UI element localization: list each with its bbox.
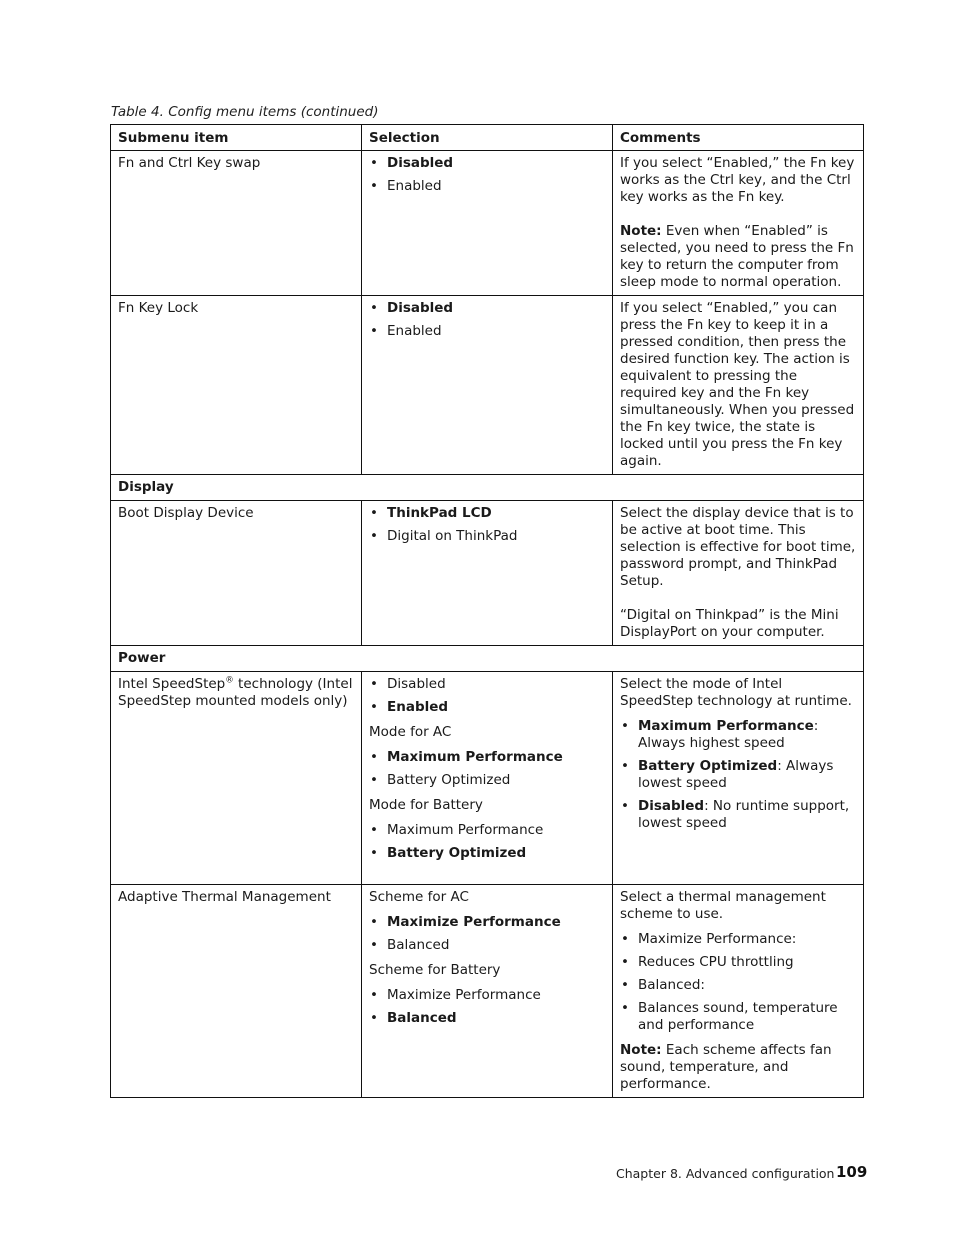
selection-cell [362,501,613,646]
comment-cell [613,296,864,475]
selection-option: • Battery Optimized [369,772,605,789]
comment-bullet [620,718,856,752]
selection-option-default: • Maximize Performance [369,914,605,931]
note-label: Note: [620,223,662,239]
header-comments: Comments [613,125,864,151]
table-header-row [111,125,864,151]
header-submenu: Submenu item [111,125,362,151]
comment-text: If you select “Enabled,” you can press the Fn key to keep it in a pressed condition, then press the desired function key. The action is equivalent to pressing the required key and the Fn key simultaneously. When you pressed the Fn key twice, the state is locked until you press the Fn key again. [620,300,855,469]
scheme-label-ac: Scheme for AC [369,889,469,905]
bullet-text: : Always lowest speed [638,758,834,791]
comment-bullet: • Balances sound, temperature and performance [620,1000,856,1034]
comment-cell [613,885,864,1098]
selection-option: • Disabled [369,676,605,693]
header-selection: Selection [362,125,613,151]
table-row [111,672,864,885]
footer-chapter: Chapter 8. Advanced configuration [616,1166,835,1181]
table-row [111,501,864,646]
section-row [111,475,864,501]
page-number: 109 [836,1163,868,1181]
selection-cell [362,296,613,475]
config-table-wrapper [110,124,863,1098]
selection-option: • Maximize Performance [369,987,605,1004]
note-text: Even when “Enabled” is selected, you need to press the Fn key to return the computer from sleep mode to normal operation. [620,223,854,290]
selection-cell [362,885,613,1098]
bullet-label: Maximum Performance [638,718,814,734]
note [620,223,856,291]
selection-option-default: • Disabled [369,155,605,172]
table-row [111,885,864,1098]
selection-option-default: • Balanced [369,1010,605,1027]
mode-label-ac: Mode for AC [369,724,452,740]
mode-label-battery: Mode for Battery [369,797,483,813]
comment-text: “Digital on Thinkpad” is the Mini DisplayPort on your computer. [620,607,839,640]
note-text: Each scheme affects fan sound, temperature, and performance. [620,1042,832,1092]
selection-option: • Balanced [369,937,605,954]
comment-bullet [620,798,856,832]
comment-text: Select the mode of Intel SpeedStep technology at runtime. [620,676,852,709]
comment-text: Select the display device that is to be active at boot time. This selection is effective for boot time, password prompt, and ThinkPad Setup. [620,505,856,589]
selection-option: • Maximum Performance [369,822,605,839]
note [620,1042,856,1093]
selection-cell [362,672,613,885]
section-title-power: Power [111,646,864,672]
comment-bullet [620,758,856,792]
config-menu-table [110,124,864,1098]
submenu-item: Fn and Ctrl Key swap [111,151,362,296]
bullet-label: Disabled [638,798,705,814]
registered-mark: ® [225,675,234,686]
comment-bullet: • Maximize Performance: [620,931,856,948]
submenu-item: Boot Display Device [111,501,362,646]
submenu-item-text: technology (Intel SpeedStep mounted models only) [118,676,353,709]
selection-option-default: • Enabled [369,699,605,716]
comment-text: Select a thermal management scheme to use. [620,889,826,922]
selection-option-default: • Disabled [369,300,605,317]
selection-option: • Enabled [369,323,605,340]
table-row [111,151,864,296]
scheme-label-battery: Scheme for Battery [369,962,501,978]
selection-option: • Digital on ThinkPad [369,528,605,545]
selection-option-default: • Maximum Performance [369,749,605,766]
selection-option-default: • ThinkPad LCD [369,505,605,522]
section-row [111,646,864,672]
selection-option: • Enabled [369,178,605,195]
bullet-text: : No runtime support, lowest speed [638,798,850,831]
selection-cell [362,151,613,296]
comment-cell [613,672,864,885]
submenu-item [111,672,362,885]
table-row [111,296,864,475]
bullet-text: : Always highest speed [638,718,819,751]
submenu-item: Fn Key Lock [111,296,362,475]
comment-cell [613,151,864,296]
selection-option-default: • Battery Optimized [369,845,605,862]
comment-bullet: • Balanced: [620,977,856,994]
table-caption: Table 4. Config menu items (continued) [111,104,379,120]
comment-cell [613,501,864,646]
comment-text: If you select “Enabled,” the Fn key works as the Ctrl key, and the Ctrl key works as the Fn key. [620,155,855,205]
section-title-display: Display [111,475,864,501]
bullet-label: Battery Optimized [638,758,778,774]
note-label: Note: [620,1042,662,1058]
submenu-item: Adaptive Thermal Management [111,885,362,1098]
comment-bullet: • Reduces CPU throttling [620,954,856,971]
submenu-item-text: Intel SpeedStep [118,676,226,692]
